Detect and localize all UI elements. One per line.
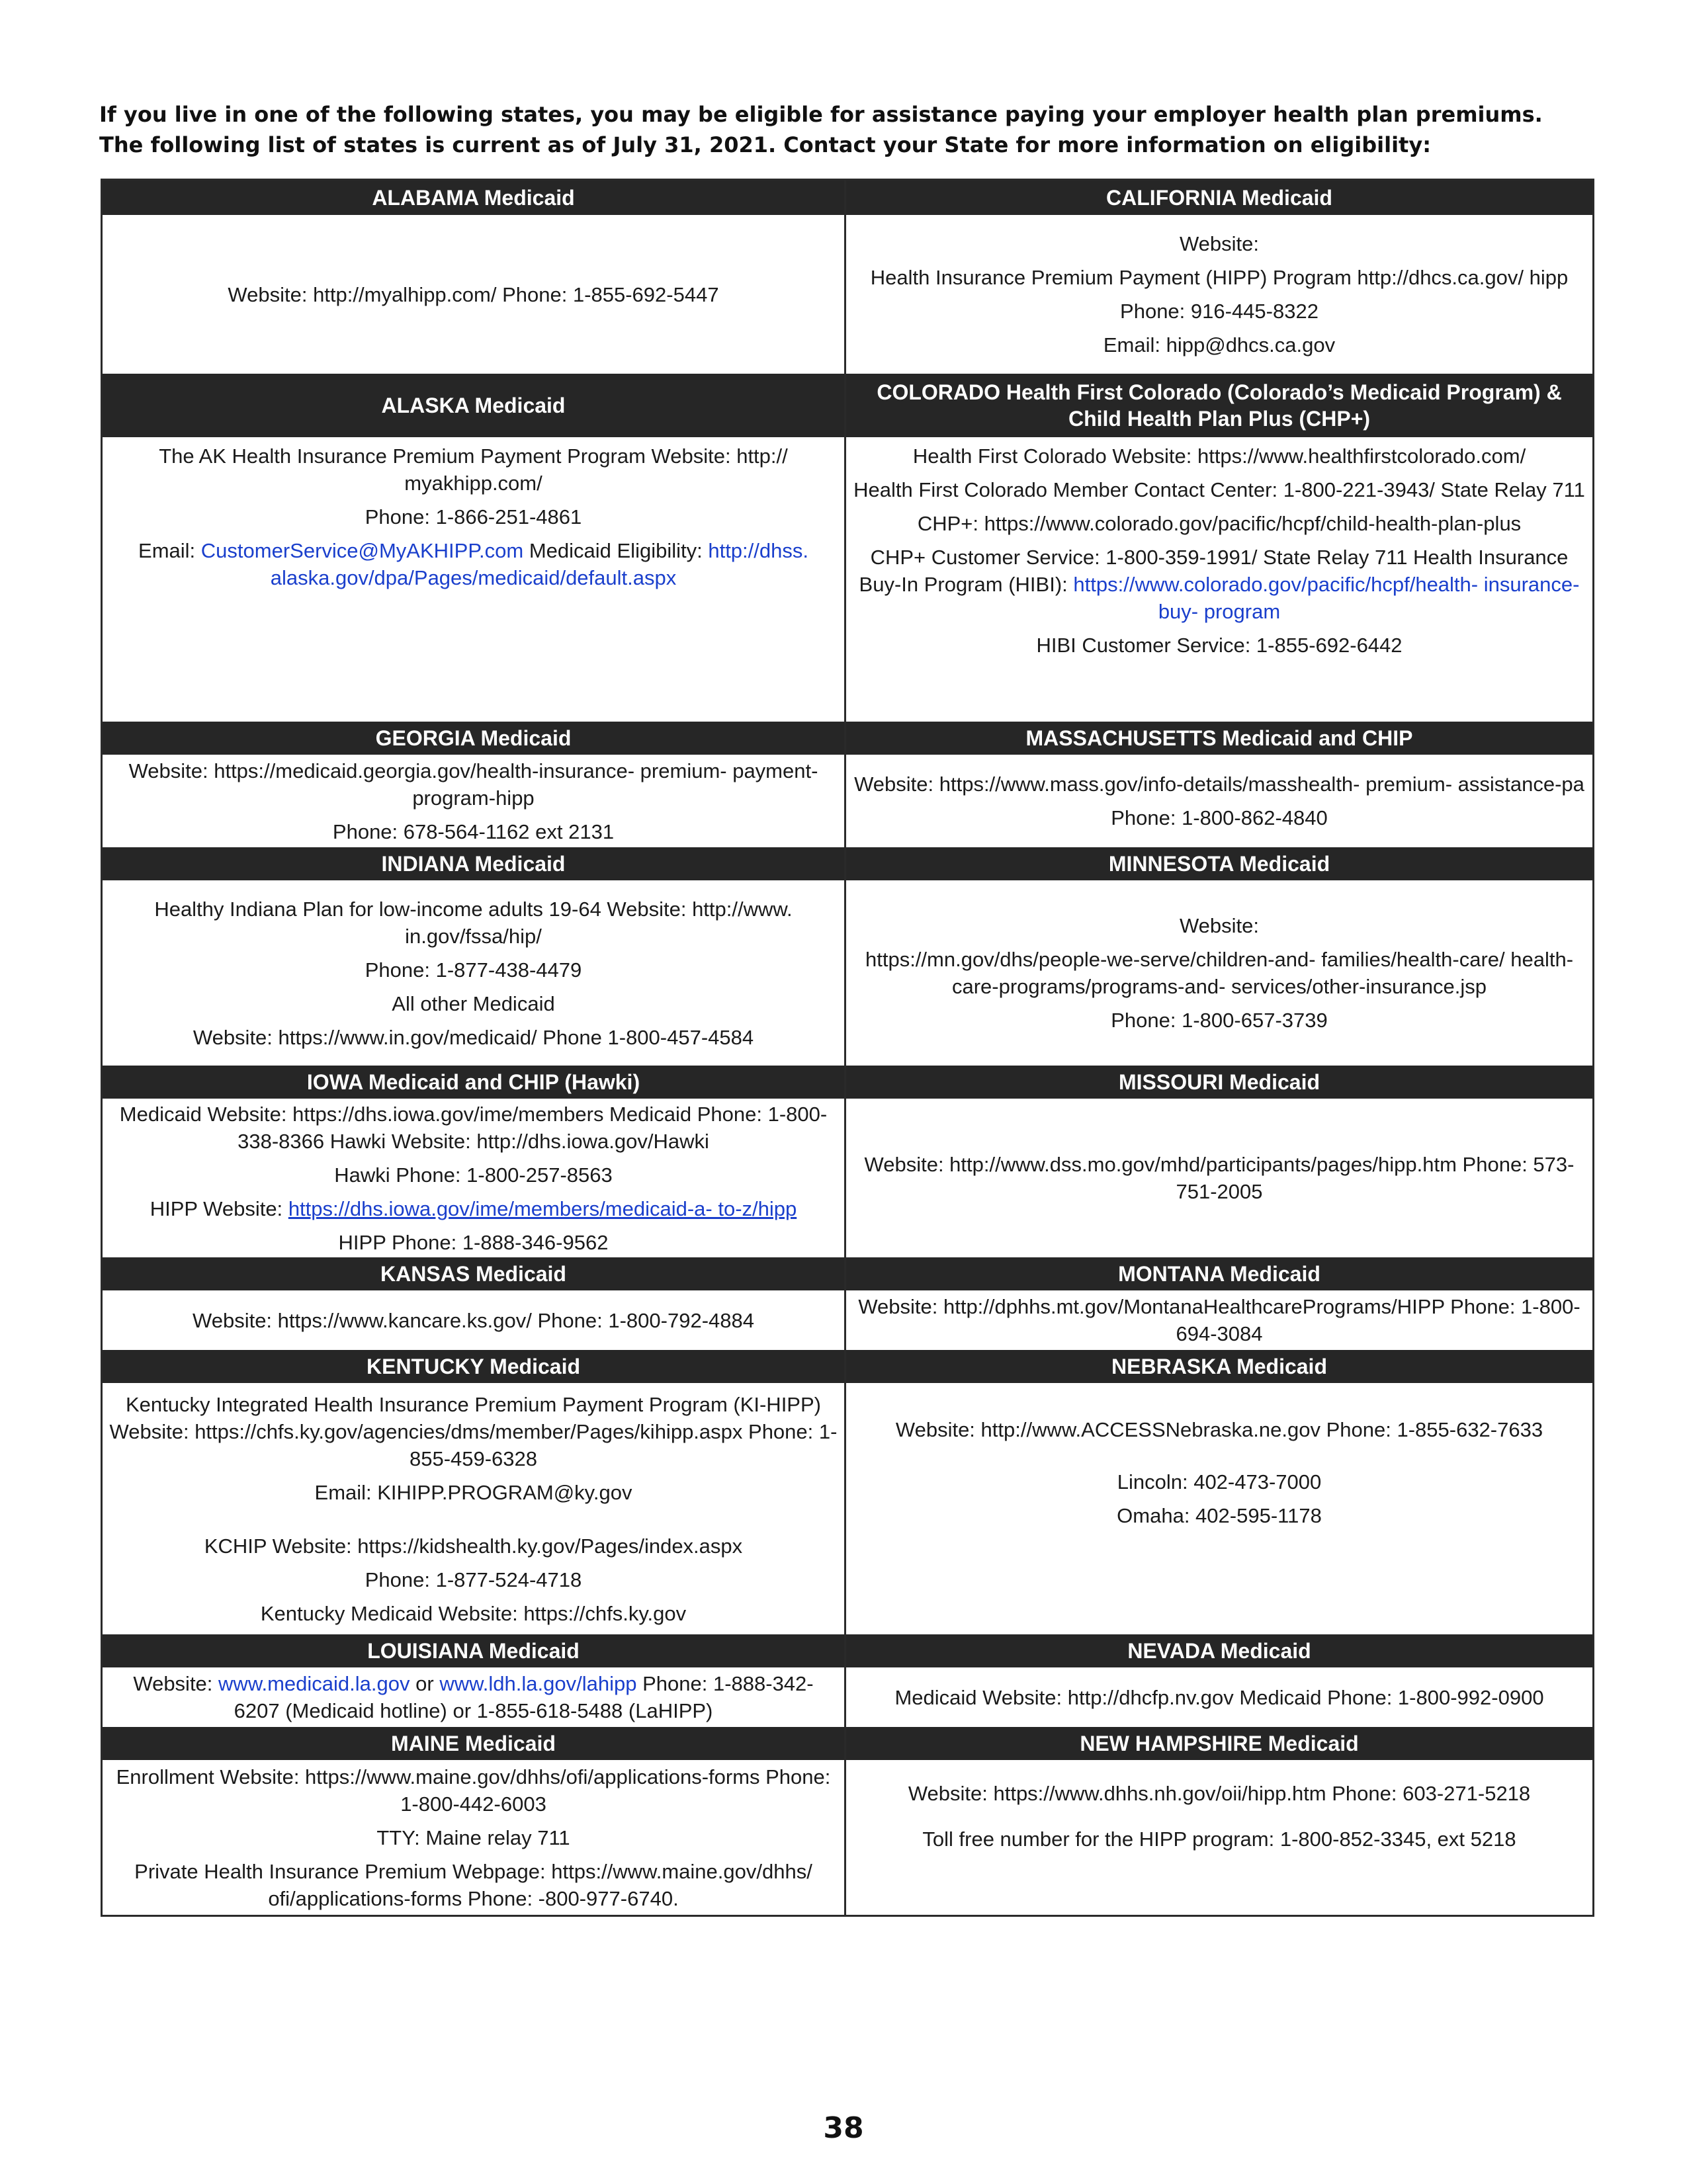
louisiana-contact xyxy=(109,1670,838,1724)
nevada-contact: Medicaid Website: http://dhcfp.nv.gov Medicaid Phone: 1-800-992-0900 xyxy=(894,1685,1544,1709)
state-cell-nevada xyxy=(846,1667,1592,1727)
table-header-row xyxy=(103,1350,1592,1383)
state-cell-alaska xyxy=(103,437,846,722)
colorado-hibi-service: HIBI Customer Service: 1-855-692-6442 xyxy=(1036,634,1403,657)
georgia-phone: Phone: 678-564-1162 ext 2131 xyxy=(332,819,615,843)
colorado-website: Health First Colorado Website: https://www.healthfirstcolorado.com/ xyxy=(912,444,1526,468)
georgia-website: Website: https://medicaid.georgia.gov/health-insurance- premium- payment-program-hipp xyxy=(128,759,818,810)
nebraska-lincoln: Lincoln: 402-473-7000 xyxy=(1117,1470,1322,1493)
table-row xyxy=(103,1667,1592,1727)
state-header-california: CALIFORNIA Medicaid xyxy=(846,181,1592,215)
state-cell-alabama xyxy=(103,215,846,374)
state-cell-new-hampshire xyxy=(846,1760,1592,1915)
state-header-colorado: COLORADO Health First Colorado (Colorado’s Medicaid Program) & Child Health Plan Plus (CHP+) xyxy=(846,374,1592,437)
kentucky-email: Email: KIHIPP.PROGRAM@ky.gov xyxy=(314,1480,632,1504)
state-header-massachusetts: MASSACHUSETTS Medicaid and CHIP xyxy=(846,722,1592,755)
california-email: Email: hipp@dhcs.ca.gov xyxy=(1103,333,1336,357)
new-hampshire-toll-free: Toll free number for the HIPP program: 1-800-852-3345, ext 5218 xyxy=(922,1827,1516,1851)
state-cell-missouri xyxy=(846,1099,1592,1257)
minnesota-website-label: Website: xyxy=(1179,914,1260,937)
table-row xyxy=(103,1760,1592,1915)
state-cell-iowa xyxy=(103,1099,846,1257)
state-header-georgia: GEORGIA Medicaid xyxy=(103,722,846,755)
state-header-iowa: IOWA Medicaid and CHIP (Hawki) xyxy=(103,1066,846,1099)
alaska-email-link[interactable]: CustomerService@MyAKHIPP.com xyxy=(200,539,524,562)
alaska-eligibility-label: Medicaid Eligibility: xyxy=(529,539,703,562)
table-row xyxy=(103,755,1592,847)
massachusetts-phone: Phone: 1-800-862-4840 xyxy=(1111,806,1328,829)
montana-contact: Website: http://dphhs.mt.gov/MontanaHealthcarePrograms/HIPP Phone: 1-800-694-3084 xyxy=(858,1295,1580,1345)
table-row xyxy=(103,880,1592,1066)
table-header-row xyxy=(103,1066,1592,1099)
indiana-website: Website: https://www.in.gov/medicaid/ Phone 1-800-457-4584 xyxy=(193,1025,754,1049)
table-header-row xyxy=(103,374,1592,437)
kentucky-kchip-phone: Phone: 1-877-524-4718 xyxy=(365,1568,582,1591)
maine-tty: TTY: Maine relay 711 xyxy=(376,1826,570,1849)
state-cell-louisiana xyxy=(103,1667,846,1727)
colorado-chp-service-text: CHP+ Customer Service: 1-800-359-1991/ State Relay 711 Health Insurance Buy-In Program (HIBI): xyxy=(859,546,1569,596)
state-header-nevada: NEVADA Medicaid xyxy=(846,1634,1592,1667)
state-assistance-table xyxy=(101,179,1594,1917)
nebraska-omaha: Omaha: 402-595-1178 xyxy=(1117,1504,1322,1527)
state-header-minnesota: MINNESOTA Medicaid xyxy=(846,847,1592,880)
state-cell-georgia xyxy=(103,755,846,847)
alaska-phone: Phone: 1-866-251-4861 xyxy=(365,505,582,528)
colorado-contact-center: Health First Colorado Member Contact Center: 1-800-221-3943/ State Relay 711 xyxy=(853,478,1585,501)
state-header-new-hampshire: NEW HAMPSHIRE Medicaid xyxy=(846,1727,1592,1760)
page-number: 38 xyxy=(823,2111,864,2145)
table-header-row xyxy=(103,722,1592,755)
indiana-hip-website: Healthy Indiana Plan for low-income adults 19-64 Website: http://www. in.gov/fssa/hip/ xyxy=(154,897,793,948)
table-row xyxy=(103,1099,1592,1257)
indiana-other-medicaid: All other Medicaid xyxy=(392,991,555,1015)
state-cell-massachusetts xyxy=(846,755,1592,847)
louisiana-phone: Phone: 1-888-342- 6207 (Medicaid hotline) or 1-855-618-5488 (LaHIPP) xyxy=(234,1672,814,1722)
maine-enrollment: Enrollment Website: https://www.maine.gov/dhhs/ofi/applications-forms Phone: 1-800-442-6003 xyxy=(116,1765,831,1816)
state-cell-nebraska xyxy=(846,1383,1592,1634)
california-phone: Phone: 916-445-8322 xyxy=(1120,300,1319,323)
louisiana-or: or xyxy=(415,1672,434,1695)
alaska-program-website: The AK Health Insurance Premium Payment Program Website: http:// myakhipp.com/ xyxy=(159,444,788,495)
massachusetts-website: Website: https://www.mass.gov/info-details/masshealth- premium- assistance-pa xyxy=(854,773,1584,796)
iowa-hipp-phone: HIPP Phone: 1-888-346-9562 xyxy=(338,1230,609,1254)
table-row xyxy=(103,1383,1592,1634)
state-header-montana: MONTANA Medicaid xyxy=(846,1257,1592,1290)
iowa-hipp-website xyxy=(109,1195,838,1222)
table-header-row xyxy=(103,847,1592,880)
state-cell-colorado xyxy=(846,437,1592,722)
louisiana-medicaid-link[interactable]: www.medicaid.la.gov xyxy=(218,1672,410,1695)
nebraska-contact: Website: http://www.ACCESSNebraska.ne.gov Phone: 1-855-632-7633 xyxy=(895,1418,1543,1441)
table-header-row xyxy=(103,1727,1592,1760)
iowa-hipp-label: HIPP Website: xyxy=(150,1197,283,1220)
state-header-alabama: ALABAMA Medicaid xyxy=(103,181,846,215)
louisiana-lahipp-link[interactable]: www.ldh.la.gov/lahipp xyxy=(439,1672,637,1695)
state-header-kentucky: KENTUCKY Medicaid xyxy=(103,1350,846,1383)
colorado-chp-website: CHP+: https://www.colorado.gov/pacific/hcpf/child-health-plan-plus xyxy=(917,512,1522,535)
table-header-row xyxy=(103,1257,1592,1290)
state-cell-kentucky xyxy=(103,1383,846,1634)
iowa-medicaid-info: Medicaid Website: https://dhs.iowa.gov/ime/members Medicaid Phone: 1-800-338-8366 Hawki Website: http://dhs.iowa.gov/Hawki xyxy=(119,1102,828,1153)
state-header-kansas: KANSAS Medicaid xyxy=(103,1257,846,1290)
table-header-row xyxy=(103,181,1592,215)
state-cell-kansas xyxy=(103,1290,846,1350)
colorado-chp-service xyxy=(853,544,1586,625)
alaska-email-label: Email: xyxy=(138,539,196,562)
kansas-contact: Website: https://www.kancare.ks.gov/ Phone: 1-800-792-4884 xyxy=(193,1308,754,1332)
minnesota-website-url: https://mn.gov/dhs/people-we-serve/children-and- families/health-care/ health-care-programs/programs-and- services/other-insurance.jsp xyxy=(865,948,1574,998)
table-row xyxy=(103,437,1592,722)
alaska-email-line xyxy=(109,537,838,591)
kentucky-kchip-website: KCHIP Website: https://kidshealth.ky.gov/Pages/index.aspx xyxy=(204,1534,743,1558)
table-header-row xyxy=(103,1634,1592,1667)
colorado-hibi-link[interactable]: https://www.colorado.gov/pacific/hcpf/health- insurance-buy- program xyxy=(1073,573,1580,623)
table-row xyxy=(103,215,1592,374)
minnesota-phone: Phone: 1-800-657-3739 xyxy=(1111,1009,1328,1032)
state-header-nebraska: NEBRASKA Medicaid xyxy=(846,1350,1592,1383)
kentucky-medicaid-website: Kentucky Medicaid Website: https://chfs.ky.gov xyxy=(260,1601,687,1625)
intro-paragraph: If you live in one of the following states, you may be eligible for assistance paying your employer health plan premiums. The following list of states is current as of July 31, 2021. Contact your State for more information on eligibility: xyxy=(99,102,1543,157)
california-hipp-program: Health Insurance Premium Payment (HIPP) Program http://dhcs.ca.gov/ hipp xyxy=(870,266,1569,289)
state-header-maine: MAINE Medicaid xyxy=(103,1727,846,1760)
state-header-louisiana: LOUISIANA Medicaid xyxy=(103,1634,846,1667)
state-cell-california xyxy=(846,215,1592,374)
new-hampshire-contact: Website: https://www.dhhs.nh.gov/oii/hipp.htm Phone: 603-271-5218 xyxy=(908,1782,1531,1805)
state-cell-minnesota xyxy=(846,880,1592,1066)
iowa-hipp-link[interactable]: https://dhs.iowa.gov/ime/members/medicaid-a- to-z/hipp xyxy=(288,1197,797,1220)
california-website-label: Website: xyxy=(1179,232,1260,255)
louisiana-website-label: Website: xyxy=(133,1672,213,1695)
state-cell-indiana xyxy=(103,880,846,1066)
state-header-alaska: ALASKA Medicaid xyxy=(103,374,846,437)
state-cell-montana xyxy=(846,1290,1592,1350)
alabama-contact: Website: http://myalhipp.com/ Phone: 1-855-692-5447 xyxy=(228,282,719,306)
alaska-eligibility-link[interactable]: http://dhss. alaska.gov/dpa/Pages/medicaid/default.aspx xyxy=(270,539,808,589)
iowa-hawki-phone: Hawki Phone: 1-800-257-8563 xyxy=(334,1163,613,1187)
state-cell-maine xyxy=(103,1760,846,1915)
kentucky-ki-hipp: Kentucky Integrated Health Insurance Premium Payment Program (KI-HIPP) Website: https://chfs.ky.gov/agencies/dms/member/Pages/kihipp.aspx Phone: 1-855-459-6328 xyxy=(109,1392,838,1470)
state-header-missouri: MISSOURI Medicaid xyxy=(846,1066,1592,1099)
maine-private-insurance: Private Health Insurance Premium Webpage: https://www.maine.gov/dhhs/ ofi/applications-forms Phone: -800-977-6740. xyxy=(134,1859,812,1910)
table-row xyxy=(103,1290,1592,1350)
state-header-indiana: INDIANA Medicaid xyxy=(103,847,846,880)
indiana-phone: Phone: 1-877-438-4479 xyxy=(365,958,582,982)
missouri-contact: Website: http://www.dss.mo.gov/mhd/participants/pages/hipp.htm Phone: 573-751-2005 xyxy=(864,1153,1575,1203)
